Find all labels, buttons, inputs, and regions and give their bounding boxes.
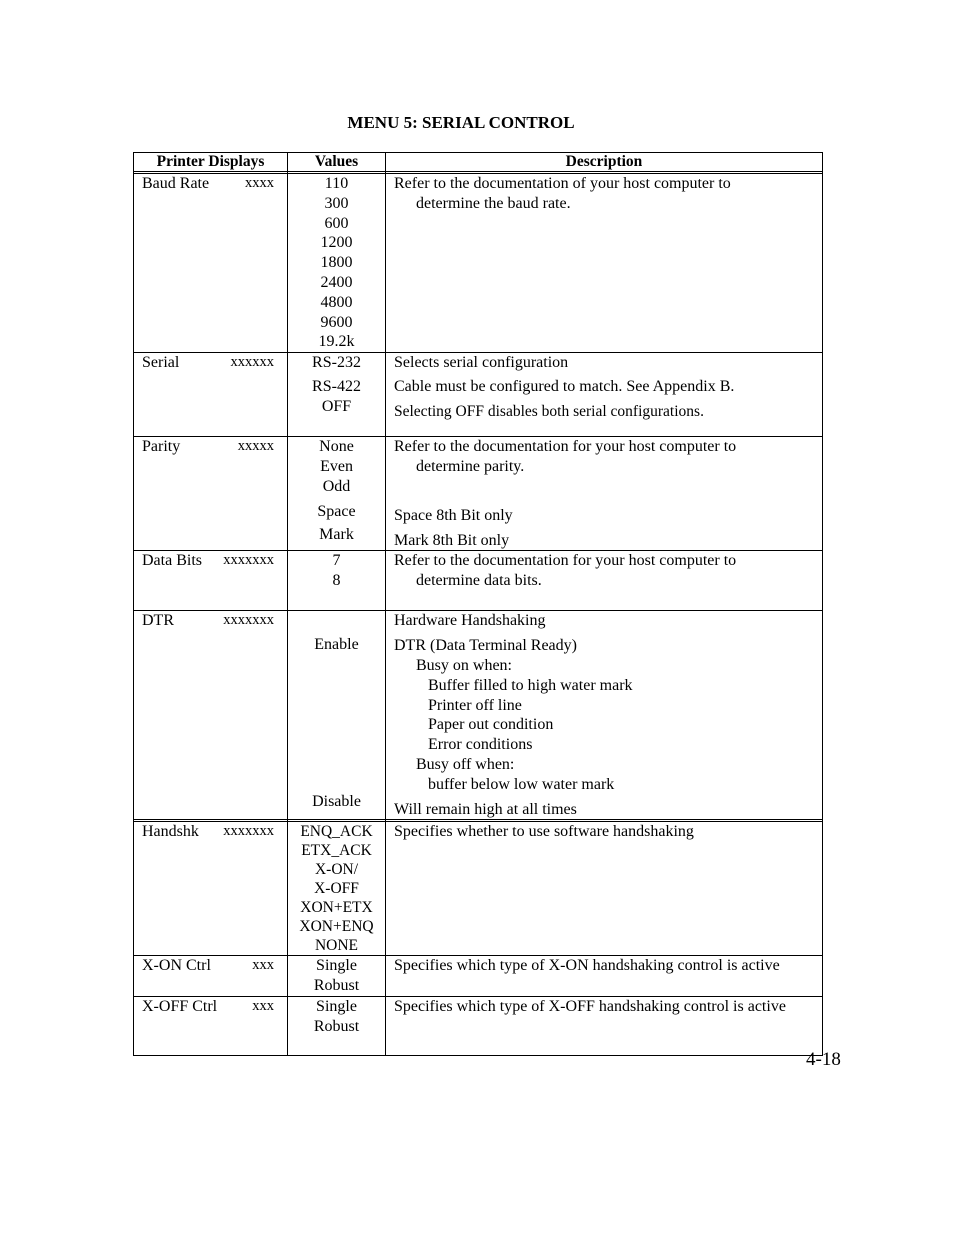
- value-item: ENQ_ACK: [300, 823, 373, 841]
- page-number: 4-18: [806, 1049, 841, 1070]
- value-item: 110: [324, 175, 349, 192]
- value-item: X-ON/: [314, 861, 359, 879]
- value-item: 2400: [320, 273, 353, 291]
- display-placeholder: xxxxx: [237, 438, 274, 455]
- description-line: Hardware Handshaking: [394, 612, 546, 630]
- value-item: 300: [324, 194, 349, 212]
- display-name: Baud Rate: [142, 175, 210, 192]
- value-item: RS-422: [312, 377, 361, 395]
- description-line: Selects serial configuration: [394, 354, 569, 372]
- value-item: 1200: [320, 234, 353, 252]
- description-line: Selecting OFF disables both serial configurations.: [394, 402, 704, 420]
- table-row-handshk: [134, 822, 823, 956]
- display-placeholder: xxxxxxx: [223, 552, 274, 569]
- description-line: Cable must be configured to match. See Appendix B.: [394, 377, 735, 395]
- display-name: DTR: [142, 612, 174, 630]
- table-row-data-bits: [134, 551, 823, 611]
- table-row-parity: [134, 437, 823, 551]
- display-placeholder: xxxx: [245, 175, 274, 191]
- description-line: Printer off line: [428, 696, 522, 714]
- description-line: Busy on when:: [416, 656, 512, 674]
- value-item: 19.2k: [318, 333, 355, 351]
- description-line: Specifies which type of X-ON handshaking control is active: [394, 957, 780, 975]
- description-line: Refer to the documentation for your host computer to: [394, 438, 737, 456]
- description-line: Refer to the documentation for your host computer to: [394, 552, 737, 570]
- value-item: Robust: [313, 1017, 360, 1035]
- display-name: Handshk: [142, 823, 199, 841]
- value-item: 600: [324, 214, 349, 232]
- value-item: Odd: [322, 477, 351, 495]
- display-name: Parity: [142, 438, 181, 456]
- value-item: 7: [332, 552, 341, 570]
- value-item: XON+ETX: [300, 899, 373, 917]
- value-item: 1800: [320, 254, 353, 272]
- value-item: Single: [316, 957, 357, 975]
- description-line: Refer to the documentation of your host computer to: [394, 175, 731, 192]
- value-item: 9600: [320, 313, 353, 331]
- table-row-xon-ctrl: [134, 956, 823, 997]
- table-row-xoff-ctrl: [134, 996, 823, 1055]
- value-item: NONE: [314, 937, 359, 955]
- value-item: Even: [320, 457, 353, 475]
- description-line: Specifies which type of X-OFF handshaking control is active: [394, 997, 786, 1015]
- value-item: Enable: [314, 636, 359, 654]
- description-line: determine parity.: [416, 457, 525, 475]
- display-placeholder: xxxxxxx: [223, 612, 274, 629]
- display-placeholder: xxxxxx: [230, 354, 274, 371]
- description-line: determine data bits.: [416, 572, 542, 590]
- header-values: Values: [288, 153, 386, 172]
- value-item: Disable: [312, 793, 361, 811]
- table-row-serial: [134, 353, 823, 437]
- table-row-dtr: [134, 611, 823, 820]
- value-item: OFF: [321, 397, 352, 415]
- display-name: X-OFF Ctrl: [142, 997, 218, 1015]
- header-printer-displays: Printer Displays: [134, 153, 288, 172]
- value-item: 4800: [320, 293, 353, 311]
- description-line: DTR (Data Terminal Ready): [394, 637, 577, 655]
- description-line: Mark 8th Bit only: [394, 531, 510, 549]
- description-line: Space 8th Bit only: [394, 506, 513, 524]
- display-placeholder: xxxxxxx: [223, 823, 274, 840]
- table-header-row: [134, 153, 823, 172]
- value-item: None: [319, 438, 354, 456]
- description-line: Paper out condition: [428, 716, 554, 734]
- value-item: Single: [316, 997, 357, 1015]
- display-placeholder: xxx: [252, 997, 274, 1014]
- description-line: Busy off when:: [416, 755, 515, 773]
- display-placeholder: xxx: [252, 957, 274, 974]
- value-item: XON+ENQ: [299, 918, 374, 936]
- value-item: RS-232: [312, 354, 361, 372]
- display-name: X-ON Ctrl: [142, 957, 211, 975]
- description-line: Specifies whether to use software handshaking: [394, 823, 694, 841]
- description-line: Buffer filled to high water mark: [428, 676, 633, 694]
- display-name: Data Bits: [142, 552, 202, 570]
- page-title: MENU 5: SERIAL CONTROL: [347, 113, 575, 132]
- value-item: X-OFF: [314, 880, 359, 898]
- table-row-baud-rate: [134, 174, 823, 353]
- value-item: Mark: [319, 526, 354, 544]
- description-line: Error conditions: [428, 736, 533, 754]
- serial-control-table: [133, 152, 822, 1056]
- description-line: determine the baud rate.: [416, 194, 571, 212]
- value-item: Space: [317, 502, 356, 520]
- description-line: Will remain high at all times: [394, 800, 577, 818]
- header-description: Description: [386, 153, 823, 172]
- description-line: buffer below low water mark: [428, 775, 615, 793]
- display-name: Serial: [142, 354, 180, 372]
- value-item: 8: [332, 572, 341, 590]
- value-item: ETX_ACK: [301, 842, 372, 860]
- value-item: Robust: [313, 977, 360, 995]
